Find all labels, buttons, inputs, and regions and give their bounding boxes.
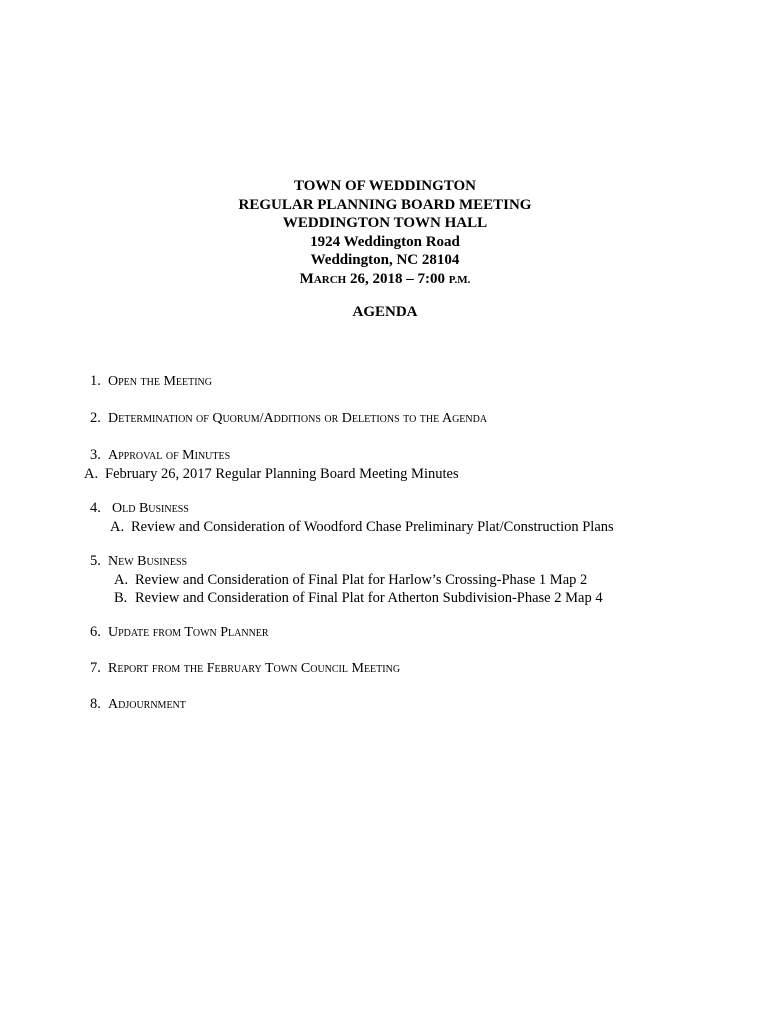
agenda-item-heading — [90, 695, 186, 714]
date-month-rest: ARCH — [313, 273, 347, 286]
agenda-subitem — [90, 518, 614, 536]
agenda-item — [90, 552, 603, 607]
agenda-item-heading — [90, 499, 614, 518]
agenda-item-heading — [90, 623, 269, 642]
agenda-subitem-text: Review and Consideration of Final Plat for Atherton Subdivision-Phase 2 Map 4 — [135, 590, 603, 606]
agenda-item-number: 5. — [90, 553, 101, 569]
agenda-item-number: 7. — [90, 660, 101, 676]
agenda-subitem-text: Review and Consideration of Woodford Chase Preliminary Plat/Construction Plans — [131, 519, 614, 535]
header-date-time — [0, 270, 770, 290]
agenda-item — [90, 409, 487, 428]
date-month-initial: M — [299, 270, 314, 287]
agenda-item — [90, 659, 400, 678]
agenda-item-heading — [90, 659, 400, 678]
agenda-item — [90, 623, 269, 642]
agenda-subitem-letter: A. — [114, 572, 129, 588]
agenda-item-title: Update from Town Planner — [108, 625, 269, 640]
agenda-subitem-text: Review and Consideration of Final Plat for Harlow’s Crossing-Phase 1 Map 2 — [135, 572, 588, 588]
agenda-item-number: 4. — [90, 500, 101, 516]
agenda-item — [84, 446, 459, 483]
agenda-item-number: 8. — [90, 696, 101, 712]
date-meridiem: P.M. — [448, 273, 471, 286]
agenda-item-title: Adjournment — [108, 697, 186, 712]
header-location: WEDDINGTON TOWN HALL — [282, 215, 488, 231]
agenda-item-title: Open the Meeting — [108, 374, 212, 389]
agenda-item-number: 3. — [90, 447, 101, 463]
agenda-item-heading — [90, 552, 603, 571]
header-city-state-zip: Weddington, NC 28104 — [310, 252, 460, 268]
agenda-item-number: 6. — [90, 624, 101, 640]
agenda-item-heading — [90, 372, 212, 391]
agenda-item-title: Report from the February Town Council Meeting — [108, 661, 401, 676]
agenda-subitem-letter: A. — [84, 466, 99, 482]
document-header — [0, 177, 770, 289]
agenda-item — [90, 695, 186, 714]
agenda-item-number: 2. — [90, 410, 101, 426]
agenda-subitem-letter: B. — [114, 590, 128, 606]
header-town-name: TOWN OF WEDDINGTON — [294, 178, 476, 194]
header-meeting-type: REGULAR PLANNING BOARD MEETING — [238, 196, 532, 213]
agenda-title: AGENDA — [352, 304, 418, 320]
agenda-subitem — [84, 465, 459, 483]
agenda-item-heading — [90, 446, 459, 465]
agenda-item-title: Approval of Minutes — [108, 448, 231, 463]
agenda-item-title: Determination of Quorum/Additions or Deletions to the Agenda — [108, 411, 488, 426]
agenda-subitem — [90, 589, 603, 607]
agenda-item — [90, 499, 614, 536]
agenda-subitem-text: February 26, 2017 Regular Planning Board Meeting Minutes — [105, 466, 459, 482]
agenda-item — [90, 372, 212, 391]
date-day-year-time: 26, 2018 – 7:00 — [346, 270, 449, 287]
agenda-item-title: New Business — [108, 554, 188, 569]
agenda-subitem — [90, 571, 603, 589]
agenda-subitem-letter: A. — [110, 519, 125, 535]
agenda-item-title: Old Business — [112, 501, 189, 516]
header-street-address: 1924 Weddington Road — [310, 233, 460, 250]
agenda-item-heading — [90, 409, 487, 428]
agenda-item-number: 1. — [90, 373, 101, 389]
